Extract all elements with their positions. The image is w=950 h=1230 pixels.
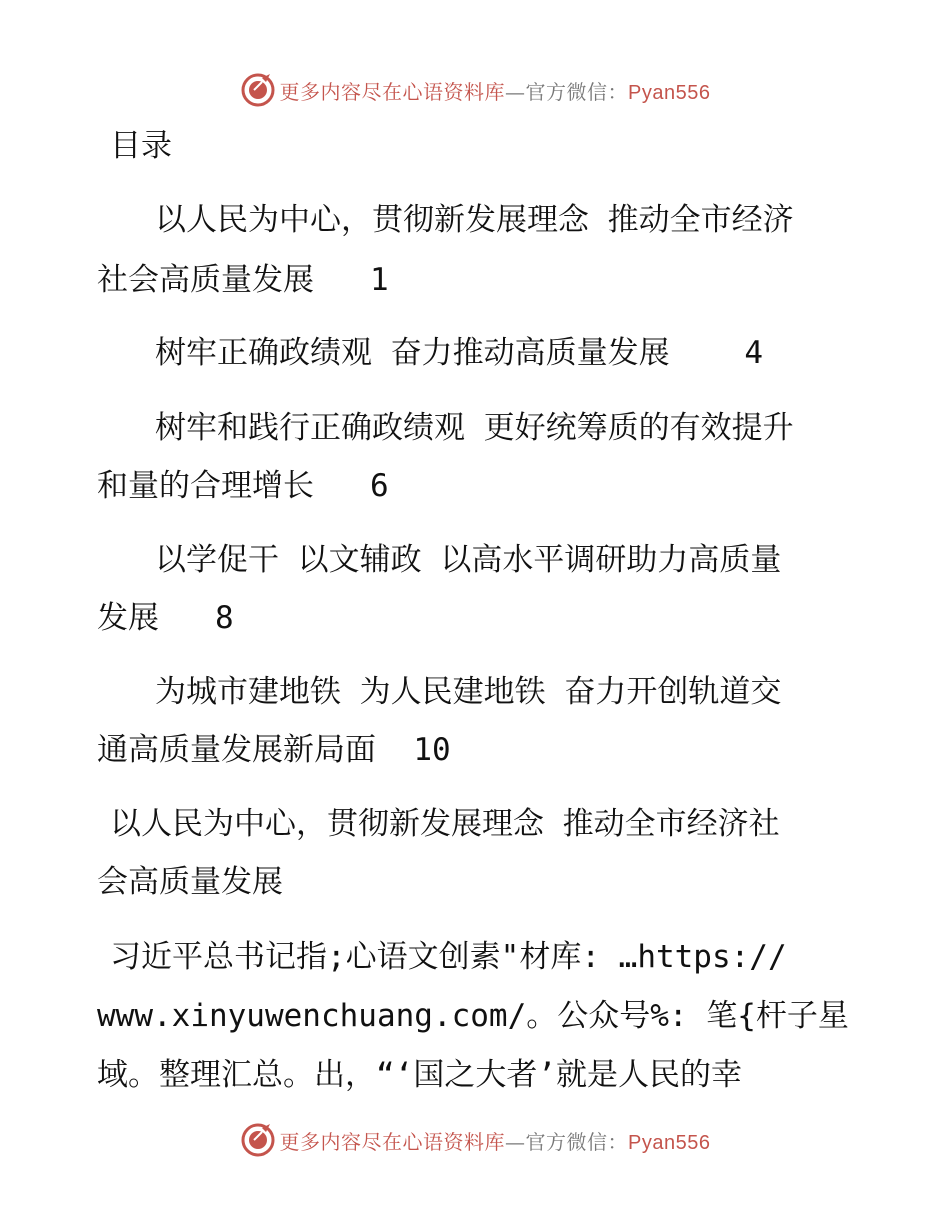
banner-site-text: 更多内容尽在心语资料库	[279, 1129, 506, 1154]
article-body-line-3: 域。整理汇总。出，“‘国之大者’就是人民的幸	[97, 1057, 742, 1093]
toc-entry-5-line-1[interactable]: 为城市建地铁 为人民建地铁 奋力开创轨道交	[155, 674, 782, 710]
article-body-line-2: www.xinyuwenchuang.com/。公众号%: 笔{杆子星	[97, 998, 849, 1034]
banner-site-text: 更多内容尽在心语资料库	[279, 79, 506, 104]
banner-separator: —官方微信：	[505, 79, 629, 104]
article-body-line-1: 习近平总书记指;心语文创素"材库: …https://	[110, 939, 787, 975]
banner-wechat-id: Pyan556	[628, 81, 711, 104]
toc-heading: 目录	[110, 128, 172, 164]
toc-entry-5-line-2[interactable]: 通高质量发展新局面 10	[97, 732, 451, 768]
pen-logo-icon	[240, 72, 276, 108]
toc-entry-1-line-1[interactable]: 以人民为中心，贯彻新发展理念 推动全市经济	[155, 202, 794, 238]
toc-entry-3-line-1[interactable]: 树牢和践行正确政绩观 更好统筹质的有效提升	[155, 410, 794, 446]
header-watermark-banner	[0, 70, 950, 110]
toc-entry-4-line-2[interactable]: 发展 8	[97, 600, 234, 636]
article-title-line-2: 会高质量发展	[97, 864, 283, 900]
toc-entry-2[interactable]: 树牢正确政绩观 奋力推动高质量发展 4	[155, 335, 763, 371]
footer-watermark-banner	[0, 1120, 950, 1160]
toc-entry-3-line-2[interactable]: 和量的合理增长 6	[97, 468, 389, 504]
toc-entry-1-line-2[interactable]: 社会高质量发展 1	[97, 262, 389, 298]
banner-wechat-id: Pyan556	[628, 1131, 711, 1154]
pen-logo-icon	[240, 1122, 276, 1158]
article-title-line-1: 以人民为中心，贯彻新发展理念 推动全市经济社	[110, 806, 780, 842]
toc-entry-4-line-1[interactable]: 以学促干 以文辅政 以高水平调研助力高质量	[155, 542, 782, 578]
banner-separator: —官方微信：	[505, 1129, 629, 1154]
